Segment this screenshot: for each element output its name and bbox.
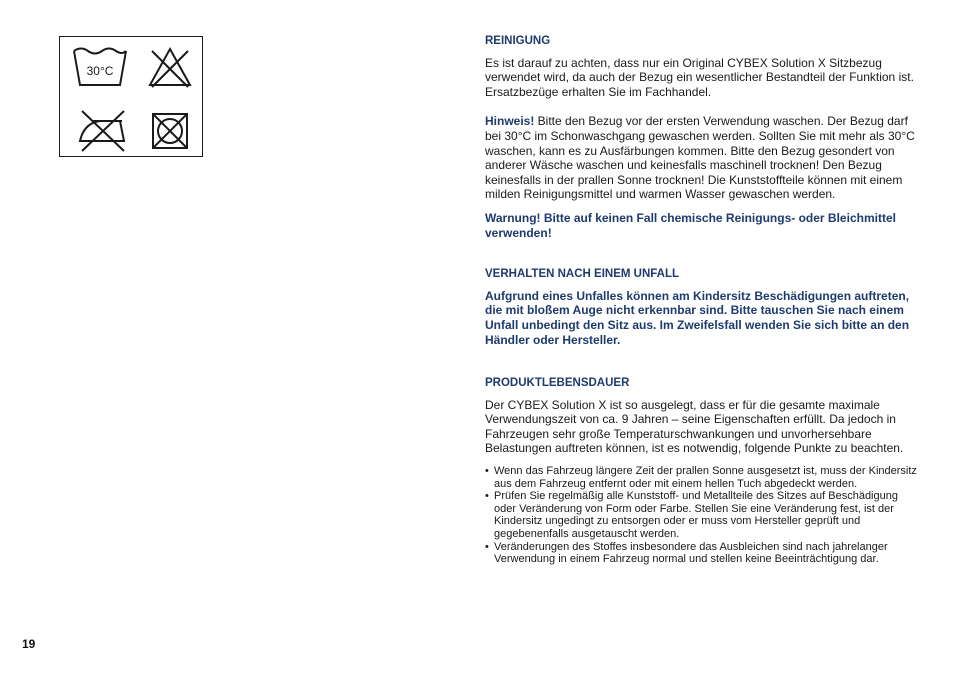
cleaning-hint [485,114,920,202]
wash-temperature-label: 30°C [86,64,114,78]
accident-section [485,267,920,347]
text-column [485,34,920,566]
list-item: • Veränderungen des Stoffes insbesondere das Ausbleichen sind nach jahrelanger Verwendung in einem Fahrzeug normal und stellen keine Beeinträchtigung dar. [485,541,920,566]
accident-text: Aufgrund eines Unfalles können am Kindersitz Beschädigungen auftreten, die mit bloßem Auge nicht erkennbar sind. Bitte tauschen Sie nach einem Unfall unbedingt den Sitz aus. Im Zweifelsfall wenden Sie sich bitte an den Händler oder Hersteller. [485,288,910,347]
cleaning-intro: Es ist darauf zu achten, dass nur ein Original CYBEX Solution X Sitzbezug verwendet wird, da auch der Bezug ein wesentlicher Bestandteil der Funktion ist. Ersatzbezüge erhalten Sie im Fachhandel. [485,55,914,99]
cleaning-warning: Warnung! Bitte auf keinen Fall chemische Reinigungs- oder Bleichmittel verwenden! [485,210,896,240]
lifetime-heading: PRODUKTLEBENSDAUER [485,377,630,390]
list-item: • Prüfen Sie regelmäßig alle Kunststoff- und Metallteile des Sitzes auf Beschädigung oder Veränderung von Form oder Farbe. Stellen Sie eine Veränderung fest, ist der Kindersitz ungedingt zu entsorgen oder er muss vom Hersteller geprüft und gegebenenfalls ausgetauscht werden. [485,490,920,540]
cleaning-section [485,34,920,240]
hint-label: Hinweis! [485,114,535,129]
list-item: • Wenn das Fahrzeug längere Zeit der prallen Sonne ausgesetzt ist, muss der Kindersitz aus dem Fahrzeug entfernt oder mit einem hellen Tuch abgedeckt werden. [485,465,920,490]
page-number: 19 [22,637,36,651]
hint-text: Bitte den Bezug vor der ersten Verwendung waschen. Der Bezug darf bei 30°C im Schonwaschgang gewaschen werden. Sollten Sie mit mehr als 30°C waschen, kann es zu Ausfärbungen kommen. Bitte den Bezug gesondert von anderer Wäsche waschen und keinesfalls maschinell trocknen! Den Bezug keinesfalls in der prallen Sonne trocknen! Die Kunststoffteile können mit einem milden Reinigungsmittel und warmen Wasser gewaschen werden. [485,114,915,202]
accident-heading: VERHALTEN NACH EINEM UNFALL [485,268,680,281]
lifetime-text: Der CYBEX Solution X ist so ausgelegt, dass er für die gesamte maximale Verwendungszeit von ca. 9 Jahren – seine Eigenschaften erfüllt. Da jedoch in Fahrzeugen sehr große Temperaturschwankungen und unvorhersehbare Belastungen auftreten können, ist es notwendig, folgende Punkte zu beachten. [485,397,904,456]
wash-30-icon [72,45,128,89]
cleaning-heading: REINIGUNG [485,35,551,47]
lifetime-bullet-list [485,465,920,566]
no-bleach-icon [146,45,194,89]
no-iron-icon [72,107,132,153]
no-tumble-dry-icon [150,111,190,151]
lifetime-section [485,376,920,566]
care-symbols-box [59,36,203,157]
